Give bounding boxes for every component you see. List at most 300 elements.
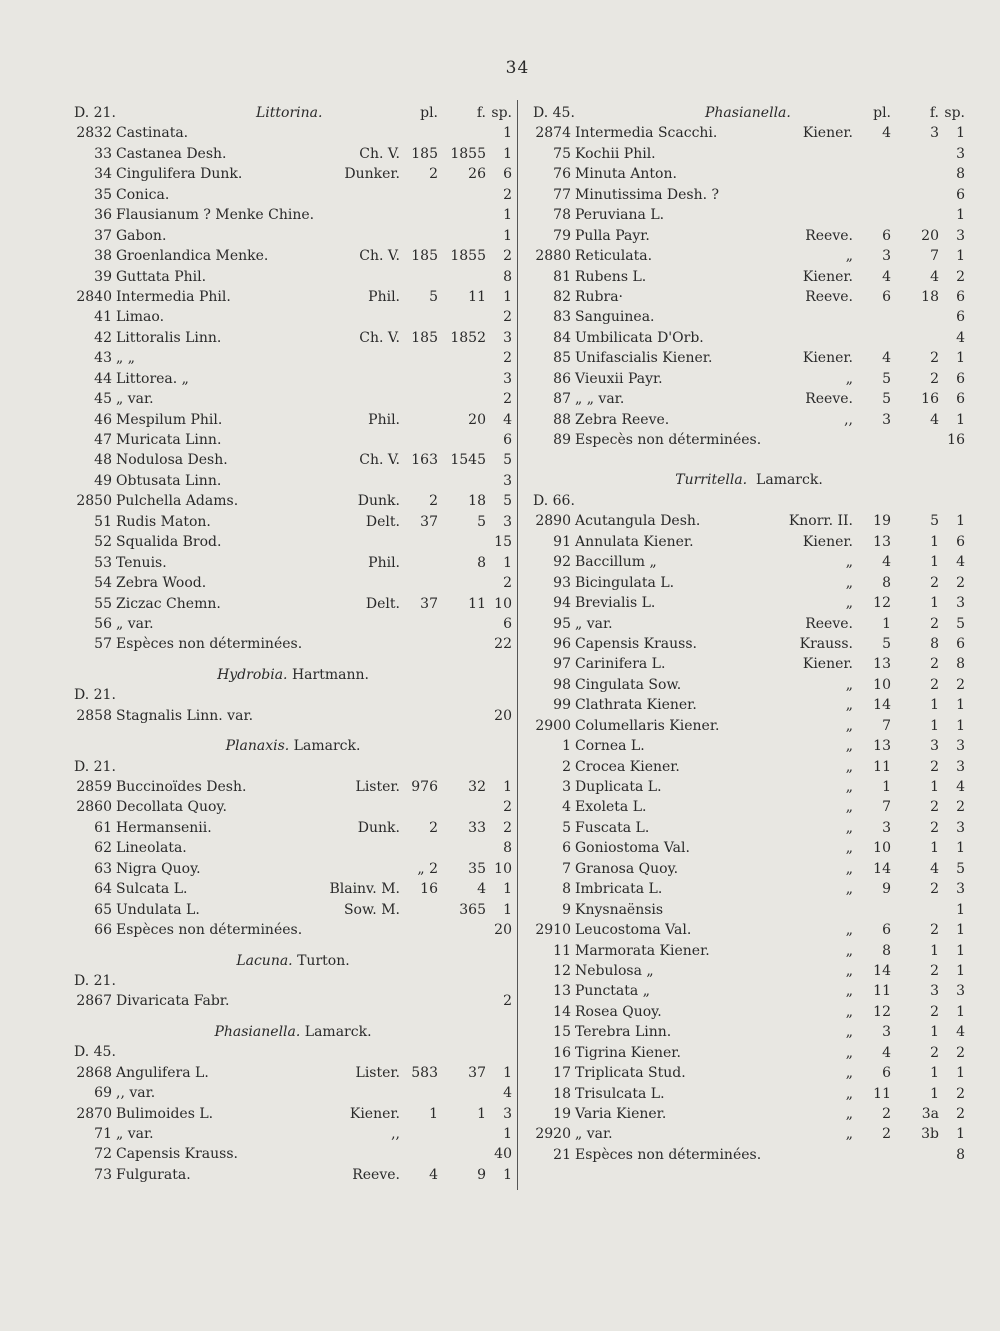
cell-num: 53 [94, 554, 112, 571]
cell-pl: 2 [429, 819, 438, 836]
cell-pl: 163 [411, 452, 438, 469]
phasianella-right-list [533, 123, 965, 450]
cell-auth: „ [845, 1126, 853, 1143]
list-item [533, 1043, 965, 1063]
cell-auth: Ch. V. [359, 329, 400, 346]
cell-name: „ var. [116, 391, 154, 408]
cell-sp: 1 [956, 717, 965, 734]
hydrobia-heading: Hydrobia. Hartmann. [217, 666, 369, 683]
cell-name: Pulchella Adams. [116, 493, 239, 510]
cell-num: 77 [553, 186, 571, 203]
cell-sp: 1 [956, 513, 965, 530]
cell-num: 2867 [76, 993, 112, 1010]
cell-num: 96 [553, 635, 571, 652]
cell-pl: 37 [420, 595, 438, 612]
cell-name: Nebulosa „ [575, 962, 654, 979]
cell-f: 7 [930, 248, 939, 265]
right-header-pl: pl. [873, 105, 891, 121]
cell-sp: 1 [956, 697, 965, 714]
list-item [533, 1104, 965, 1124]
cell-num: 64 [94, 881, 112, 898]
cell-num: 55 [94, 595, 112, 612]
cell-num: 66 [94, 922, 112, 939]
cell-auth: Lister. [355, 1064, 400, 1081]
cell-f: 37 [468, 1064, 486, 1081]
cell-name: Nodulosa Desh. [116, 452, 228, 469]
list-item [74, 838, 512, 858]
list-item [533, 552, 965, 572]
list-item [533, 430, 965, 450]
cell-f: 33 [468, 819, 486, 836]
cell-auth: Delt. [365, 513, 400, 530]
cell-name: Umbilicata D'Orb. [575, 329, 704, 346]
cell-auth: „ [845, 942, 853, 959]
cell-auth: ,, [391, 1126, 400, 1142]
list-item [533, 961, 965, 981]
cell-num: 38 [94, 248, 112, 265]
cell-num: 54 [94, 575, 112, 592]
cell-num: 19 [553, 1106, 571, 1122]
cell-pl: 1 [882, 779, 891, 795]
cell-f: 1 [930, 595, 939, 612]
cell-num: 51 [94, 513, 112, 530]
cell-f: 2 [930, 656, 939, 673]
list-item [533, 614, 965, 634]
phasianella-left-list [74, 1063, 512, 1186]
list-item [74, 450, 512, 470]
cell-f: 3 [930, 125, 939, 142]
cell-sp: 2 [503, 819, 512, 836]
cell-f: 1 [930, 533, 939, 550]
hydrobia-list [74, 706, 512, 726]
cell-num: 85 [553, 350, 571, 367]
cell-pl: 4 [882, 268, 891, 285]
list-item [533, 1084, 965, 1104]
cell-name: „ var. [575, 615, 613, 632]
list-item [533, 1022, 965, 1042]
cell-f: 20 [468, 411, 486, 428]
cell-auth: „ [845, 1024, 853, 1041]
cell-name: Brevialis L. [575, 595, 656, 612]
list-item [533, 777, 965, 797]
cell-name: Sanguinea. [575, 309, 655, 326]
cell-pl: 11 [873, 983, 891, 1000]
list-item [74, 818, 512, 838]
cell-f: 4 [930, 268, 939, 285]
cell-name: Rubens L. [575, 268, 647, 285]
cell-f: 35 [468, 860, 486, 877]
cell-name: Limao. [116, 309, 165, 326]
cell-sp: 3 [956, 595, 965, 612]
phasianella-left-d: D. 45. [74, 1044, 116, 1061]
cell-sp: 6 [956, 635, 965, 652]
cell-sp: 1 [503, 288, 512, 305]
cell-name: Intermedia Scacchi. [575, 125, 718, 142]
cell-pl: 6 [882, 288, 891, 305]
cell-num: 11 [553, 942, 571, 959]
list-item [74, 226, 512, 246]
cell-auth: Reeve. [805, 288, 853, 305]
list-item [74, 797, 512, 817]
hydrobia-d: D. 21. [74, 687, 116, 704]
list-item [533, 900, 965, 920]
cell-num: 13 [553, 983, 571, 1000]
cell-name: ,, var. [116, 1085, 156, 1102]
cell-sp: 1 [503, 1064, 512, 1081]
cell-num: 78 [553, 207, 571, 224]
cell-sp: 1 [503, 881, 512, 898]
cell-auth: „ [845, 1085, 853, 1102]
list-item [533, 797, 965, 817]
left-header-sp: sp. [491, 105, 512, 121]
cell-sp: 6 [956, 309, 965, 326]
cell-pl: 185 [411, 329, 438, 346]
planaxis-list [74, 777, 512, 941]
cell-pl: 3 [882, 411, 891, 428]
cell-num: 95 [553, 615, 571, 632]
cell-name: Lineolata. [116, 840, 187, 857]
cell-auth: „ [845, 717, 853, 734]
list-item [74, 164, 512, 184]
cell-name: Vieuxii Payr. [575, 370, 663, 387]
cell-num: 8 [562, 881, 571, 898]
list-item [533, 328, 965, 348]
cell-num: 39 [94, 268, 112, 285]
cell-num: 1 [562, 738, 571, 755]
list-item [74, 900, 512, 920]
list-item [533, 185, 965, 205]
cell-sp: 6 [956, 288, 965, 305]
cell-name: Granosa Quoy. [575, 860, 679, 877]
cell-sp: 10 [494, 595, 512, 612]
cell-name: Sulcata L. [116, 881, 188, 898]
cell-pl: 6 [882, 227, 891, 244]
left-header [74, 103, 512, 123]
turritella-list [533, 511, 965, 1165]
cell-auth: Kiener. [802, 268, 853, 285]
cell-pl: 5 [882, 635, 891, 652]
cell-num: 15 [553, 1024, 571, 1041]
cell-f: 5 [930, 513, 939, 530]
list-item [74, 777, 512, 797]
cell-name: Kochii Phil. [575, 145, 656, 162]
cell-auth: „ [845, 1044, 853, 1061]
cell-sp: 3 [956, 881, 965, 898]
list-item [74, 287, 512, 307]
cell-num: 5 [562, 819, 571, 836]
cell-pl: 4 [429, 1166, 438, 1183]
cell-auth: Delt. [365, 595, 400, 612]
cell-pl: 7 [882, 799, 891, 816]
cell-sp: 1 [956, 942, 965, 959]
list-item [533, 1063, 965, 1083]
cell-sp: 4 [503, 1085, 512, 1102]
cell-sp: 3 [956, 145, 965, 162]
cell-name: Rudis Maton. [116, 513, 211, 530]
cell-num: 2832 [76, 125, 112, 142]
cell-name: Conica. [116, 186, 170, 203]
cell-sp: 1 [956, 248, 965, 265]
list-item [533, 920, 965, 940]
cell-pl: 1 [429, 1105, 438, 1122]
cell-auth: Ch. V. [359, 248, 400, 265]
list-item [533, 205, 965, 225]
cell-name: Acutangula Desh. [575, 513, 701, 530]
cell-name: Varia Kiener. [575, 1106, 667, 1122]
cell-num: 2890 [535, 513, 571, 530]
cell-sp: 1 [956, 411, 965, 428]
list-item [74, 389, 512, 409]
cell-name: Angulifera L. [116, 1064, 209, 1081]
list-item [74, 348, 512, 368]
cell-sp: 1 [956, 1065, 965, 1082]
page-number: 34 [505, 58, 530, 78]
cell-sp: 3 [503, 370, 512, 387]
planaxis-heading: Planaxis. Lamarck. [225, 738, 361, 755]
column-divider [517, 100, 518, 1190]
cell-num: 2874 [535, 125, 571, 142]
cell-name: Bulimoides L. [116, 1105, 214, 1122]
list-item [533, 634, 965, 654]
list-item [533, 695, 965, 715]
cell-sp: 5 [956, 615, 965, 632]
cell-pl: 37 [420, 513, 438, 530]
cell-auth: „ [845, 1065, 853, 1082]
cell-sp: 8 [956, 1146, 965, 1163]
list-item [533, 757, 965, 777]
cell-sp: 2 [956, 268, 965, 285]
cell-auth: „ [845, 840, 853, 857]
cell-f: 3a [921, 1106, 939, 1122]
cell-pl: 14 [873, 697, 891, 714]
list-item [74, 430, 512, 450]
cell-name: Goniostoma Val. [575, 840, 690, 857]
list-item [74, 1124, 512, 1144]
cell-sp: 3 [956, 758, 965, 775]
cell-f: 1 [930, 554, 939, 571]
cell-sp: 2 [956, 1085, 965, 1102]
cell-f: 365 [459, 901, 486, 918]
cell-name: Hermansenii. [116, 819, 212, 836]
cell-f: 3 [930, 983, 939, 1000]
cell-sp: 2 [503, 248, 512, 265]
right-header-f: f. [929, 105, 939, 121]
cell-num: 45 [94, 391, 112, 408]
cell-name: Nigra Quoy. [116, 860, 201, 877]
list-item [533, 838, 965, 858]
cell-name: „ „ [116, 350, 135, 367]
cell-auth: „ [845, 248, 853, 265]
cell-num: 99 [553, 697, 571, 714]
cell-sp: 6 [956, 391, 965, 408]
cell-pl: 976 [411, 779, 438, 795]
list-item [74, 879, 512, 899]
cell-num: 73 [94, 1166, 112, 1183]
list-item [533, 267, 965, 287]
cell-sp: 4 [956, 779, 965, 795]
cell-sp: 6 [503, 615, 512, 632]
cell-num: 81 [553, 268, 571, 285]
cell-auth: Kiener. [802, 350, 853, 367]
cell-num: 7 [562, 860, 571, 877]
cell-num: 41 [94, 309, 112, 326]
cell-num: 72 [94, 1146, 112, 1163]
cell-name: Peruviana L. [575, 207, 665, 224]
cell-sp: 6 [956, 533, 965, 550]
cell-name: Muricata Linn. [116, 432, 222, 448]
cell-f: 3b [921, 1126, 939, 1143]
cell-name: Mespilum Phil. [116, 411, 223, 428]
list-item [74, 267, 512, 287]
list-item [533, 716, 965, 736]
cell-pl: 5 [882, 391, 891, 408]
cell-num: 88 [553, 411, 571, 428]
cell-num: 91 [553, 533, 571, 550]
cell-auth: Dunk. [357, 819, 400, 836]
cell-num: 2870 [76, 1105, 112, 1122]
cell-f: 2 [930, 615, 939, 632]
cell-sp: 3 [503, 1105, 512, 1122]
cell-pl: 4 [882, 350, 891, 367]
cell-pl: 14 [873, 860, 891, 877]
cell-num: 2868 [76, 1064, 112, 1081]
cell-sp: 4 [956, 554, 965, 571]
cell-num: 56 [94, 615, 112, 632]
cell-name: Decollata Quoy. [116, 799, 227, 816]
cell-name: Reticulata. [575, 248, 653, 265]
list-item [533, 593, 965, 613]
cell-name: Cingulata Sow. [575, 676, 682, 693]
cell-num: 42 [94, 329, 112, 346]
cell-num: 71 [94, 1126, 112, 1142]
cell-num: 37 [94, 227, 112, 244]
list-item [533, 410, 965, 430]
cell-pl: 2 [429, 493, 438, 510]
cell-pl: 583 [411, 1064, 438, 1081]
cell-f: 1855 [450, 145, 486, 162]
cell-f: 9 [477, 1166, 486, 1183]
cell-name: Capensis Krauss. [116, 1146, 238, 1163]
list-item [74, 859, 512, 879]
turritella-d: D. 66. [533, 492, 575, 509]
list-item [74, 512, 512, 532]
cell-num: 63 [94, 860, 112, 877]
cell-num: 82 [553, 288, 571, 305]
list-item [533, 532, 965, 552]
cell-pl: 5 [429, 288, 438, 305]
list-item [533, 389, 965, 409]
cell-sp: 1 [503, 1166, 512, 1183]
list-item [74, 144, 512, 164]
cell-sp: 1 [956, 962, 965, 979]
cell-name: Guttata Phil. [116, 268, 207, 285]
cell-sp: 2 [956, 799, 965, 816]
cell-num: 14 [553, 1003, 571, 1020]
list-item [533, 164, 965, 184]
cell-f: 1 [930, 779, 939, 795]
left-header-f: f. [476, 105, 486, 121]
list-item [74, 634, 512, 654]
cell-num: 2859 [76, 779, 112, 795]
cell-f: 2 [930, 350, 939, 367]
cell-auth: „ [845, 1003, 853, 1020]
cell-sp: 3 [503, 513, 512, 530]
cell-pl: 3 [882, 1024, 891, 1041]
cell-auth: „ [845, 738, 853, 755]
cell-pl: 1 [882, 615, 891, 632]
cell-num: 57 [94, 636, 112, 653]
cell-pl: 14 [873, 962, 891, 979]
cell-name: Divaricata Fabr. [116, 993, 230, 1010]
cell-name: Espèces non déterminées. [575, 1146, 762, 1163]
cell-num: 2860 [76, 799, 112, 816]
cell-f: 1 [930, 1065, 939, 1082]
cell-num: 69 [94, 1085, 112, 1102]
cell-name: Rosea Quoy. [575, 1003, 662, 1020]
cell-sp: 3 [956, 227, 965, 244]
cell-auth: Ch. V. [359, 145, 400, 162]
cell-num: 2840 [76, 288, 112, 305]
lacuna-d: D. 21. [74, 972, 116, 989]
cell-pl: 11 [873, 758, 891, 775]
cell-f: 2 [930, 370, 939, 387]
cell-auth: Reeve. [352, 1166, 400, 1183]
cell-name: Triplicata Stud. [575, 1065, 686, 1082]
cell-num: 93 [553, 574, 571, 591]
right-header [533, 103, 965, 123]
cell-pl: 5 [882, 370, 891, 387]
list-item [533, 675, 965, 695]
cell-sp: 2 [956, 1106, 965, 1122]
cell-name: Ziczac Chemn. [116, 595, 221, 612]
cell-auth: Reeve. [805, 615, 853, 632]
cell-pl: 185 [411, 145, 438, 162]
cell-auth: Kiener. [802, 656, 853, 673]
list-item [74, 1083, 512, 1103]
cell-f: 18 [921, 288, 939, 305]
cell-auth: „ [845, 676, 853, 693]
cell-auth: Knorr. II. [788, 513, 853, 530]
cell-sp: 2 [503, 799, 512, 816]
list-item [74, 1104, 512, 1124]
cell-sp: 1 [956, 1003, 965, 1020]
lacuna-list [74, 991, 512, 1011]
cell-pl: 12 [873, 1003, 891, 1020]
cell-f: 2 [930, 1044, 939, 1061]
cell-name: Terebra Linn. [575, 1024, 672, 1041]
cell-sp: 8 [956, 656, 965, 673]
cell-name: Rubra· [575, 288, 624, 305]
list-item [74, 410, 512, 430]
cell-sp: 1 [956, 350, 965, 367]
cell-auth: „ [845, 758, 853, 775]
cell-num: 75 [553, 145, 571, 162]
cell-name: Tigrina Kiener. [575, 1044, 681, 1061]
cell-name: Gabon. [116, 227, 167, 244]
cell-sp: 1 [503, 1126, 512, 1142]
cell-auth: Phil. [368, 411, 400, 428]
cell-sp: 22 [494, 636, 512, 653]
cell-f: 1 [930, 697, 939, 714]
cell-sp: 1 [503, 145, 512, 162]
list-item [74, 553, 512, 573]
cell-num: 61 [94, 819, 112, 836]
list-item [74, 328, 512, 348]
cell-pl: 13 [873, 738, 891, 755]
cell-pl: 12 [873, 595, 891, 612]
cell-name: Groenlandica Menke. [116, 248, 269, 265]
cell-num: 76 [553, 166, 571, 183]
